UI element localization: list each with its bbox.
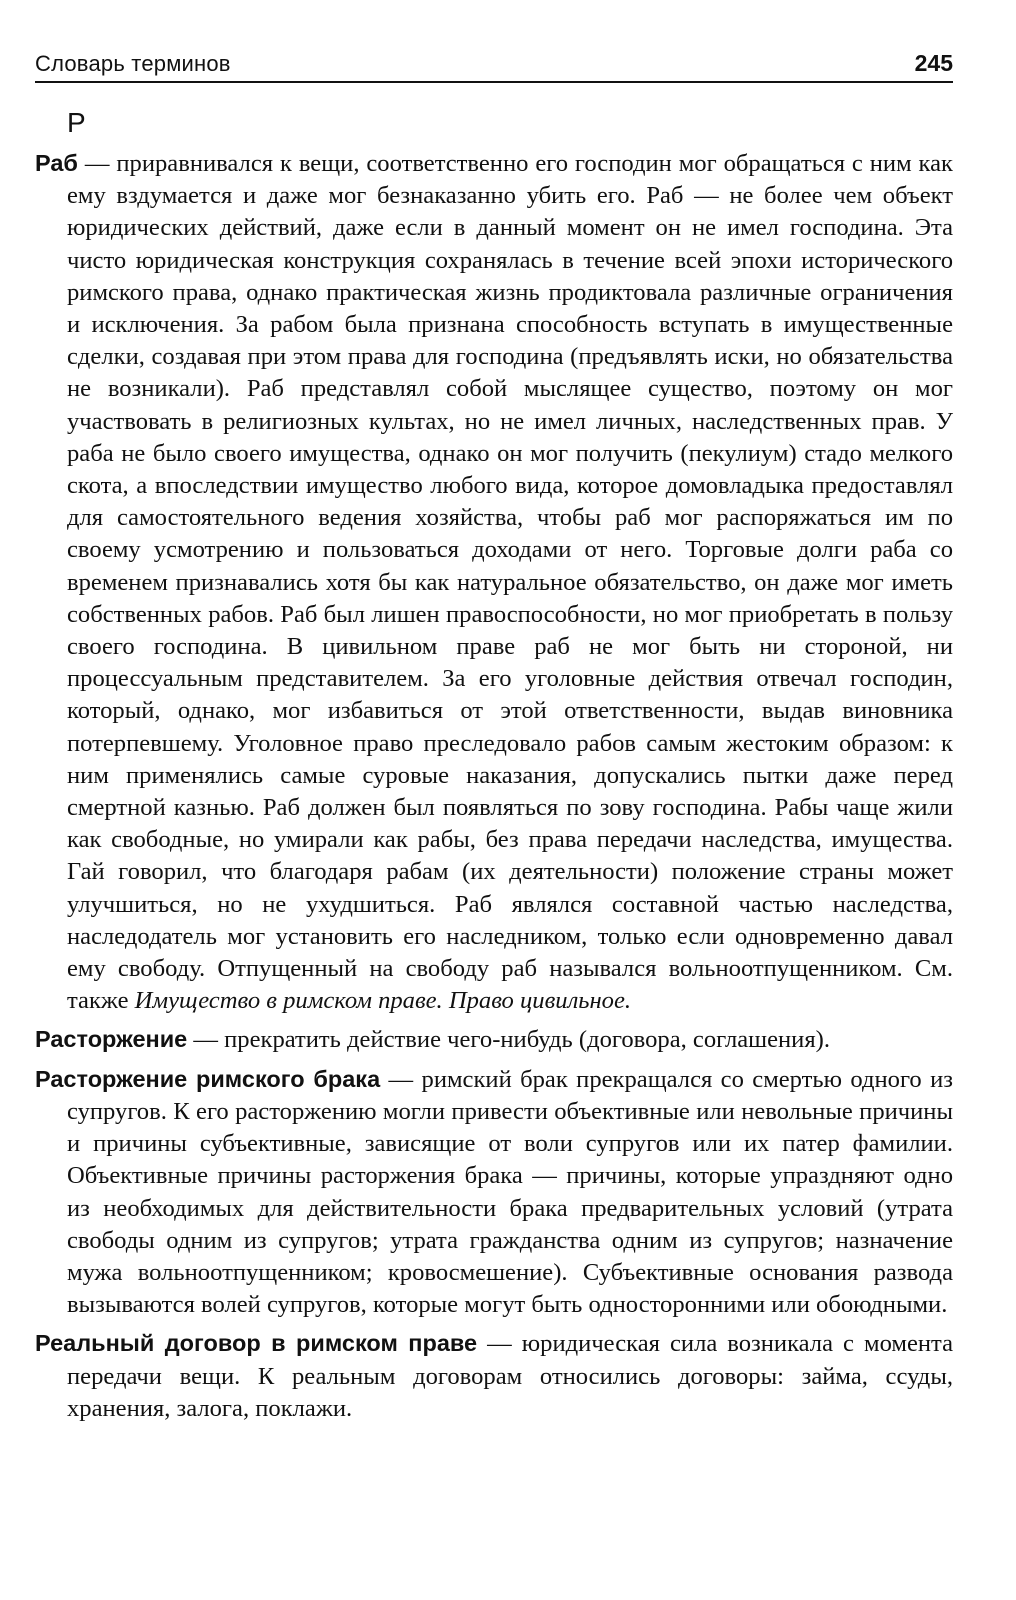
entry-body: — юридическая сила возникала с момента передачи вещи. К реальным договорам относились договоры: займа, ссуды, хранения, залога, поклажи. bbox=[67, 1330, 954, 1422]
running-header bbox=[35, 50, 953, 83]
glossary-entries bbox=[35, 147, 953, 1425]
entry-term: Расторжение римского брака bbox=[35, 1065, 381, 1092]
glossary-entry bbox=[35, 147, 953, 1017]
entry-term: Реальный договор в римском праве bbox=[35, 1330, 478, 1357]
glossary-entry bbox=[35, 1327, 953, 1425]
entry-cross-reference: Имущество в римском праве. Право цивильное. bbox=[134, 987, 632, 1015]
entry-term: Расторжение bbox=[35, 1026, 188, 1053]
running-title: Словарь терминов bbox=[35, 51, 231, 76]
section-letter: Р bbox=[67, 107, 86, 138]
page-number: 245 bbox=[914, 50, 953, 76]
glossary-entry bbox=[35, 1063, 953, 1322]
glossary-entry bbox=[35, 1023, 953, 1056]
book-page bbox=[35, 50, 953, 1431]
entry-body: — прекратить действие чего-нибудь (договора, соглашения). bbox=[187, 1026, 830, 1054]
entry-body: — римский брак прекращался со смертью одного из супругов. К его расторжению могли привести объективные или невольные причины и причины субъективные, зависящие от воли супругов или их патер фамилии. Объективные причины расторжения брака — причины, которые упраздняют одно из необходимых для действительности брака предварительных условий (утрата свободы одним из супругов; утрата гражданства одним из супругов; назначение мужа вольноотпущенником; кровосмешение). Субъективные основания развода вызываются волей супругов, которые могут быть односторонними или обоюдными. bbox=[67, 1065, 953, 1319]
entry-term: Раб bbox=[35, 150, 78, 176]
entry-body: — приравнивался к вещи, соответственно его господин мог обращаться с ним как ему вздумается и даже мог безнаказанно убить его. Раб — не более чем объект юридических действий, даже если в данный момент он не имел господина. Эта чисто юридическая конструкция сохранялась в течение всей эпохи исторического римского права, однако практическая жизнь продиктовала различные ограничения и исключения. За рабом была признана способность вступать в имущественные сделки, создавая при этом права для господина (предъявлять иски, но обязательства не возникали). Раб представлял собой мыслящее существо, поэтому он мог участвовать в религиозных культах, но не имел личных, наследственных прав. У раба не было своего имущества, однако он мог получить (пекулиум) стадо мелкого скота, а впоследствии имущество любого вида, которое домовладыка предоставлял для самостоятельного ведения хозяйства, чтобы раб мог распоряжаться им по своему усмотрению и пользоваться доходами от него. Торговые долги раба со временем признавались хотя бы как натуральное обязательство, он даже мог иметь собственных рабов. Раб был лишен правоспособности, но мог приобретать в пользу своего господина. В цивильном праве раб не мог быть ни стороной, ни процессуальным представителем. За его уголовные действия отвечал господин, который, однако, мог избавиться от этой ответственности, выдав виновника потерпевшему. Уголовное право преследовало рабов самым жестоким образом: к ним применялись самые суровые наказания, допускались пытки даже перед смертной казнью. Раб должен был появляться по зову господина. Рабы чаще жили как свободные, но умирали как рабы, без права передачи наследства, имущества. Гай говорил, что благодаря рабам (их деятельности) положение страны может улучшиться, но не ухудшиться. Раб являлся составной частью наследства, наследодатель мог установить его наследником, только если одновременно давал ему свободу. Отпущенный на свободу раб назывался вольноотпущенником. См. также bbox=[67, 150, 953, 1015]
